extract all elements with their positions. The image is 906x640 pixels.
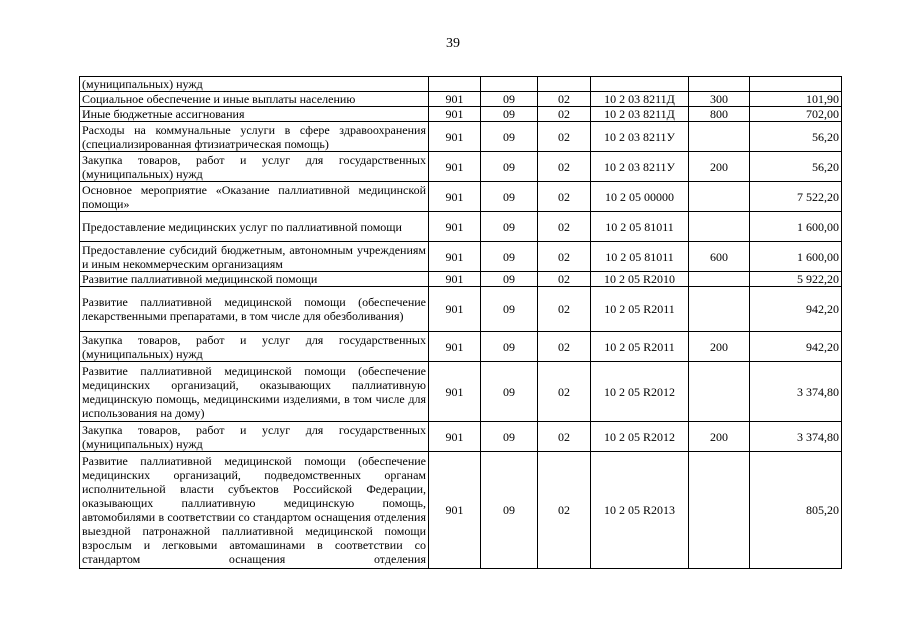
target-article-cell: 10 2 03 8211Д — [591, 92, 689, 107]
expense-type-cell — [689, 212, 750, 242]
expense-type-cell: 200 — [689, 152, 750, 182]
amount-cell: 56,20 — [750, 122, 842, 152]
expense-type-cell — [689, 182, 750, 212]
amount-cell: 5 922,20 — [750, 272, 842, 287]
target-article-cell: 10 2 05 R2012 — [591, 422, 689, 452]
amount-cell — [750, 77, 842, 92]
item-name-cell: Основное мероприятие «Оказание паллиативной медицинской помощи» — [80, 182, 429, 212]
item-name-cell: Развитие паллиативной медицинской помощи (обеспечение медицинских организаций, оказывающих паллиативную медицинскую помощь, медицинскими изделиями, в том числе для использования на дому) — [80, 362, 429, 422]
subsection-code-cell: 02 — [538, 182, 591, 212]
department-code-cell: 901 — [429, 182, 481, 212]
department-code-cell: 901 — [429, 242, 481, 272]
amount-cell: 56,20 — [750, 152, 842, 182]
department-code-cell: 901 — [429, 452, 481, 569]
table-row — [80, 92, 842, 107]
amount-cell: 805,20 — [750, 452, 842, 569]
subsection-code-cell: 02 — [538, 362, 591, 422]
target-article-cell: 10 2 05 R2010 — [591, 272, 689, 287]
item-name-cell: Иные бюджетные ассигнования — [80, 107, 429, 122]
table-row — [80, 287, 842, 332]
department-code-cell: 901 — [429, 92, 481, 107]
target-article-cell: 10 2 05 81011 — [591, 212, 689, 242]
amount-cell: 3 374,80 — [750, 362, 842, 422]
section-code-cell: 09 — [481, 452, 538, 569]
amount-cell: 942,20 — [750, 287, 842, 332]
table-row — [80, 452, 842, 569]
item-name-cell: Расходы на коммунальные услуги в сфере здравоохранения (специализированная фтизиатрическая помощь) — [80, 122, 429, 152]
target-article-cell — [591, 77, 689, 92]
amount-cell: 1 600,00 — [750, 212, 842, 242]
section-code-cell: 09 — [481, 212, 538, 242]
table-row — [80, 212, 842, 242]
section-code-cell: 09 — [481, 422, 538, 452]
table-row — [80, 242, 842, 272]
section-code-cell: 09 — [481, 152, 538, 182]
expense-type-cell: 200 — [689, 422, 750, 452]
section-code-cell: 09 — [481, 92, 538, 107]
expense-type-cell — [689, 77, 750, 92]
page-number: 39 — [446, 36, 460, 51]
subsection-code-cell: 02 — [538, 92, 591, 107]
table-row — [80, 122, 842, 152]
department-code-cell: 901 — [429, 107, 481, 122]
expense-type-cell — [689, 272, 750, 287]
section-code-cell: 09 — [481, 107, 538, 122]
department-code-cell: 901 — [429, 287, 481, 332]
table-body — [80, 77, 842, 569]
section-code-cell — [481, 77, 538, 92]
expense-type-cell — [689, 122, 750, 152]
item-name-cell: Закупка товаров, работ и услуг для государственных (муниципальных) нужд — [80, 332, 429, 362]
section-code-cell: 09 — [481, 332, 538, 362]
target-article-cell: 10 2 05 R2013 — [591, 452, 689, 569]
section-code-cell: 09 — [481, 242, 538, 272]
amount-cell: 101,90 — [750, 92, 842, 107]
item-name-cell: Социальное обеспечение и иные выплаты населению — [80, 92, 429, 107]
subsection-code-cell: 02 — [538, 332, 591, 362]
department-code-cell: 901 — [429, 212, 481, 242]
item-name-cell: Развитие паллиативной медицинской помощи (обеспечение лекарственными препаратами, в том числе для обезболивания) — [80, 287, 429, 332]
section-code-cell: 09 — [481, 362, 538, 422]
department-code-cell: 901 — [429, 332, 481, 362]
amount-cell: 1 600,00 — [750, 242, 842, 272]
target-article-cell: 10 2 05 R2011 — [591, 287, 689, 332]
subsection-code-cell: 02 — [538, 452, 591, 569]
department-code-cell: 901 — [429, 362, 481, 422]
subsection-code-cell: 02 — [538, 152, 591, 182]
section-code-cell: 09 — [481, 122, 538, 152]
table-row — [80, 272, 842, 287]
table-row — [80, 152, 842, 182]
section-code-cell: 09 — [481, 287, 538, 332]
target-article-cell: 10 2 03 8211У — [591, 152, 689, 182]
subsection-code-cell: 02 — [538, 272, 591, 287]
target-article-cell: 10 2 05 R2011 — [591, 332, 689, 362]
section-code-cell: 09 — [481, 182, 538, 212]
expense-type-cell — [689, 362, 750, 422]
subsection-code-cell: 02 — [538, 422, 591, 452]
item-name-cell: Закупка товаров, работ и услуг для государственных (муниципальных) нужд — [80, 152, 429, 182]
target-article-cell: 10 2 05 00000 — [591, 182, 689, 212]
item-name-cell: Закупка товаров, работ и услуг для государственных (муниципальных) нужд — [80, 422, 429, 452]
subsection-code-cell: 02 — [538, 107, 591, 122]
department-code-cell: 901 — [429, 122, 481, 152]
subsection-code-cell: 02 — [538, 212, 591, 242]
expense-type-cell: 200 — [689, 332, 750, 362]
department-code-cell: 901 — [429, 272, 481, 287]
target-article-cell: 10 2 05 81011 — [591, 242, 689, 272]
expense-type-cell — [689, 452, 750, 569]
amount-cell: 942,20 — [750, 332, 842, 362]
expense-type-cell — [689, 287, 750, 332]
item-name-cell: Развитие паллиативной медицинской помощи — [80, 272, 429, 287]
amount-cell: 3 374,80 — [750, 422, 842, 452]
section-code-cell: 09 — [481, 272, 538, 287]
subsection-code-cell: 02 — [538, 287, 591, 332]
subsection-code-cell: 02 — [538, 122, 591, 152]
amount-cell: 702,00 — [750, 107, 842, 122]
department-code-cell: 901 — [429, 422, 481, 452]
item-name-cell: Предоставление медицинских услуг по паллиативной помощи — [80, 212, 429, 242]
item-name-cell: Предоставление субсидий бюджетным, автономным учреждениям и иным некоммерческим организациям — [80, 242, 429, 272]
target-article-cell: 10 2 03 8211У — [591, 122, 689, 152]
table-row — [80, 77, 842, 92]
subsection-code-cell — [538, 77, 591, 92]
table-row — [80, 332, 842, 362]
target-article-cell: 10 2 05 R2012 — [591, 362, 689, 422]
subsection-code-cell: 02 — [538, 242, 591, 272]
expense-type-cell: 800 — [689, 107, 750, 122]
department-code-cell: 901 — [429, 152, 481, 182]
department-code-cell — [429, 77, 481, 92]
target-article-cell: 10 2 03 8211Д — [591, 107, 689, 122]
table-row — [80, 182, 842, 212]
table-row — [80, 362, 842, 422]
table-row — [80, 422, 842, 452]
amount-cell: 7 522,20 — [750, 182, 842, 212]
item-name-cell: Развитие паллиативной медицинской помощи (обеспечение медицинских организаций, подведомственных органам исполнительной власти субъектов Российской Федерации, оказывающих паллиативную медицинскую помощь, автомобилями в соответствии со стандартом оснащения отделения выездной патронажной паллиативной медицинской помощи взрослым и легковыми автомашинами в соответствии со стандартом оснащения отделения — [80, 452, 429, 569]
item-name-cell: (муниципальных) нужд — [80, 77, 429, 92]
table-row — [80, 107, 842, 122]
expense-type-cell: 300 — [689, 92, 750, 107]
expense-type-cell: 600 — [689, 242, 750, 272]
budget-table — [79, 76, 842, 569]
